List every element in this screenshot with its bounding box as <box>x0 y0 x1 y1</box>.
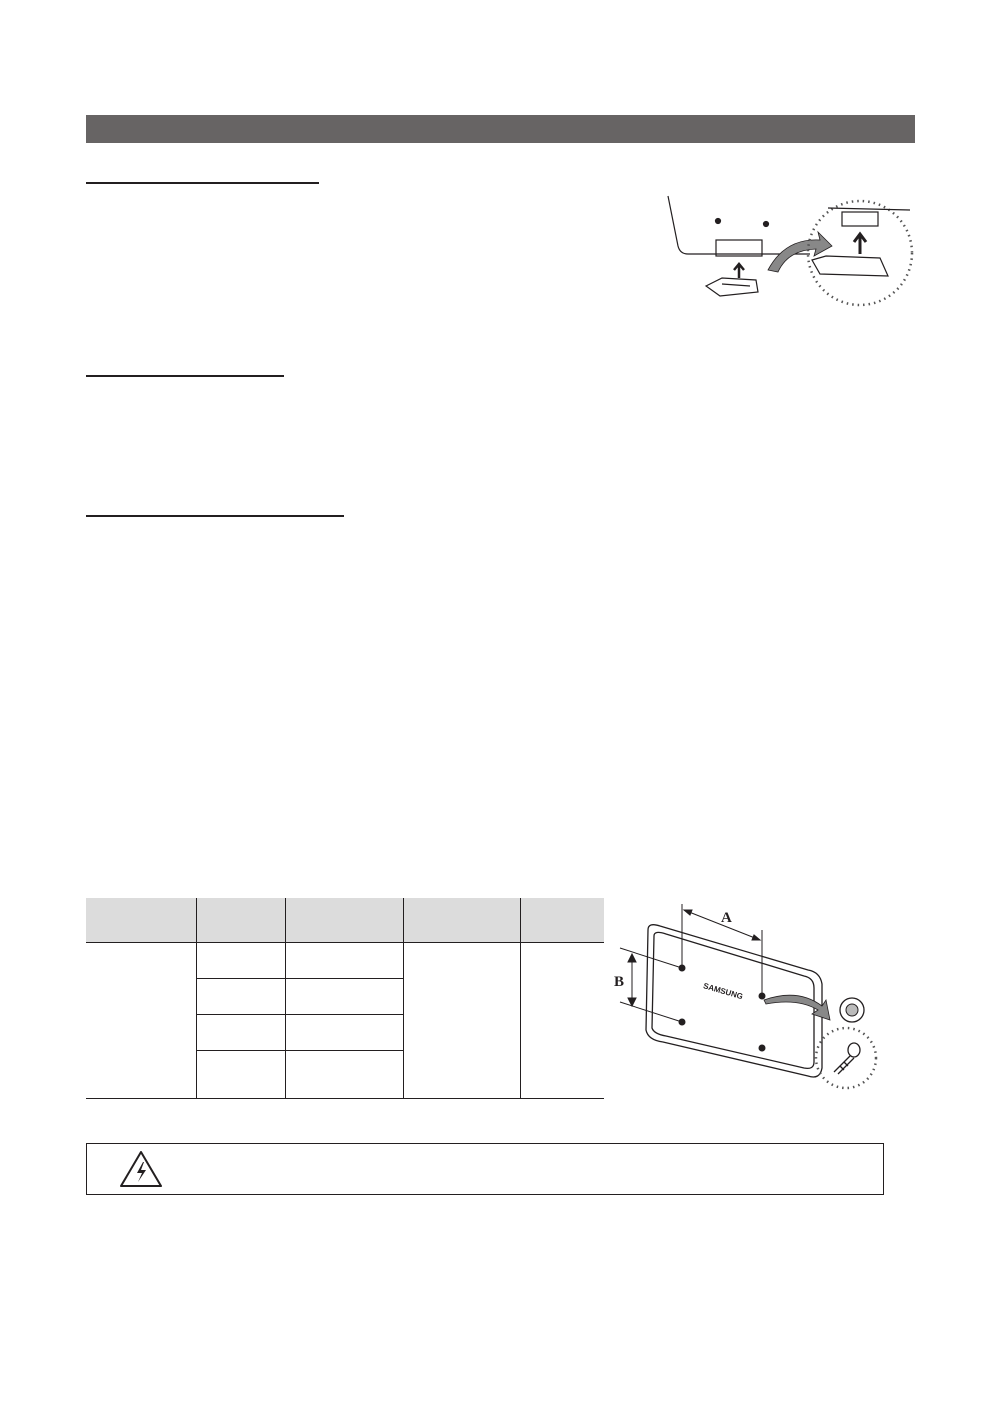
table-bottom-rule <box>86 1098 604 1099</box>
section-title-bar <box>86 115 915 143</box>
stand-assembly-illustration <box>660 188 915 323</box>
screw-icon <box>834 1043 860 1074</box>
subsection-heading-1-underline <box>86 182 319 184</box>
dimension-b-label: B <box>614 974 625 990</box>
table-header-row <box>86 898 604 942</box>
high-voltage-warning-icon <box>118 1149 164 1189</box>
dimension-a-label: A <box>721 910 732 926</box>
table-column-divider <box>520 898 521 1098</box>
up-arrow-icon <box>734 264 744 278</box>
table-column-divider <box>403 898 404 1098</box>
dotted-circle-callout <box>816 1028 876 1088</box>
dimension-b-line <box>620 948 682 1022</box>
curved-arrow-icon <box>764 995 830 1020</box>
table-column-divider <box>285 898 286 1098</box>
table-row-rule <box>196 1050 403 1051</box>
warning-box <box>86 1143 884 1195</box>
stand-bracket-icon <box>706 278 758 296</box>
wall-mount-illustration <box>608 900 898 1100</box>
rubber-cap-icon <box>840 998 864 1022</box>
table-row-rule <box>196 1014 403 1015</box>
table-column-divider <box>196 898 197 1098</box>
subsection-heading-2-underline <box>86 375 284 377</box>
table-header-rule <box>86 942 604 943</box>
zoomed-up-arrow-icon <box>854 234 866 254</box>
subsection-heading-3-underline <box>86 515 344 517</box>
curved-arrow-icon <box>768 232 832 272</box>
mount-holes <box>679 965 766 1052</box>
table-row-rule <box>196 978 403 979</box>
brand-mark: SAMSUNG <box>702 981 744 1002</box>
